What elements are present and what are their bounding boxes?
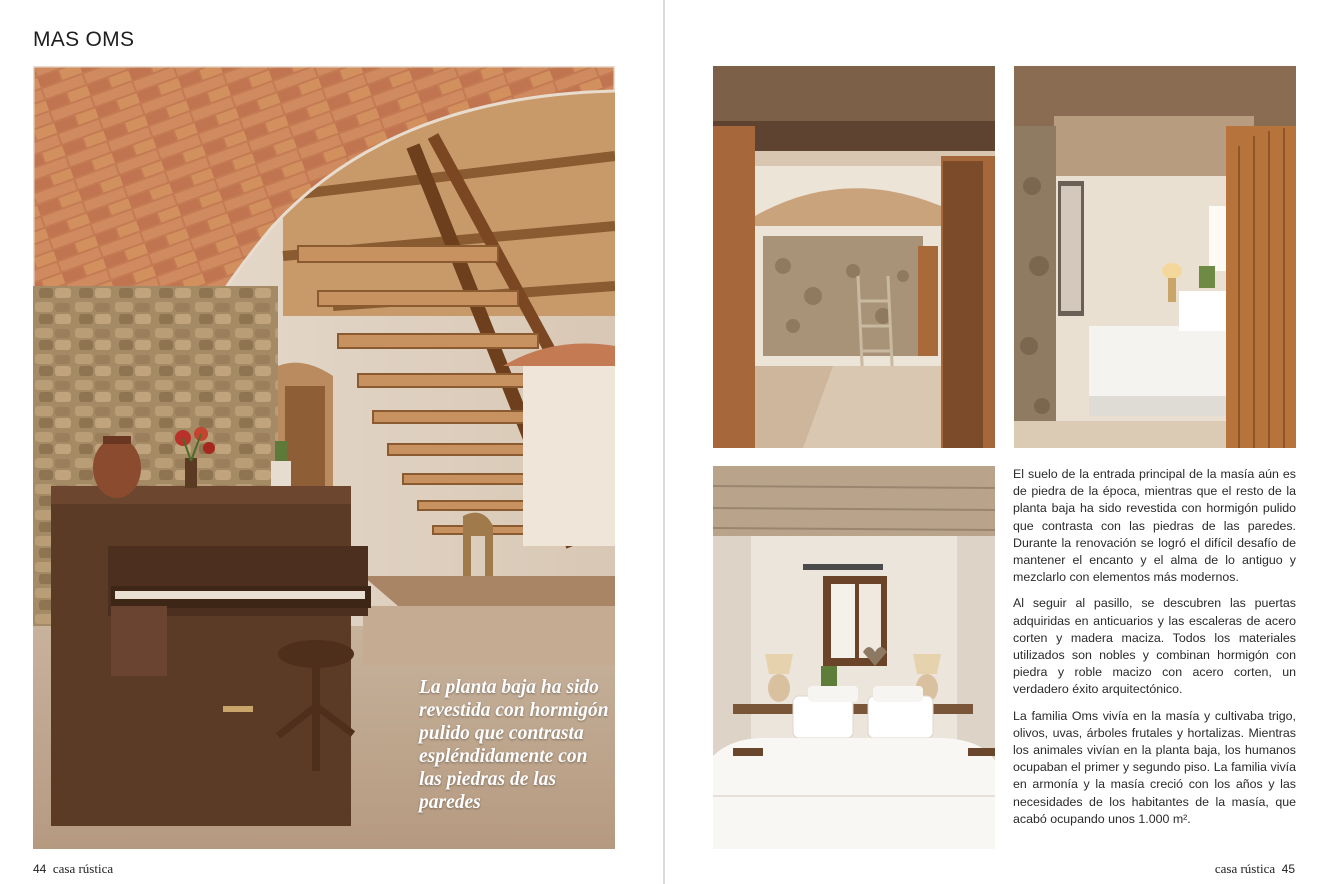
photo-bedroom-window (713, 466, 995, 849)
page-number-right: 45 (1281, 862, 1295, 876)
body-paragraph-2: Al seguir al pasillo, se descubren las puertas adquiridas en anticuarios y las escaleras de acero corten y madera maciza. Todos los materiales utilizados son nobles y combinan hormigón con piedra y roble macizo con acero corten, un verdadero éxito arquitectónico. (1013, 596, 1296, 697)
magazine-name-right: casa rústica (1214, 861, 1276, 876)
page-number-left: 44 (33, 862, 47, 876)
body-paragraph-1: El suelo de la entrada principal de la masía aún es de piedra de la época, mientras que el resto de la planta baja ha sido revestida con hormigón pulido que contrasta con las piedras de las paredes. Durante la renovación se logró el difícil desafío de mantener el encanto y el alma de lo antiguo y mezclarlo con elementos más modernos. (1013, 467, 1296, 585)
article-body (1013, 466, 1296, 837)
body-paragraph-3: La familia Oms vivía en la masía y cultivaba trigo, olivos, uvas, árboles frutales y hortalizas. Mientras los animales vivían en la planta baja, los humanos ocupaban el primer y segundo piso. La familia vivía en armonía y la masía creció con los años y las necesidades de los habitantes de la masía, que acabó ocupando unos 1.000 m². (1013, 708, 1296, 826)
photo-bedroom-door (1014, 66, 1296, 448)
right-page (665, 0, 1328, 884)
photo-hallway-doorway (713, 66, 995, 448)
magazine-name-left: casa rústica (52, 861, 114, 876)
footer-left (33, 861, 113, 877)
section-title: MAS OMS (33, 28, 135, 51)
photo-caption: La planta baja ha sido revestida con hormigón pulido que contrasta espléndidamente con las piedras de las paredes (419, 677, 609, 813)
left-page (0, 0, 663, 884)
footer-right (1215, 861, 1295, 877)
